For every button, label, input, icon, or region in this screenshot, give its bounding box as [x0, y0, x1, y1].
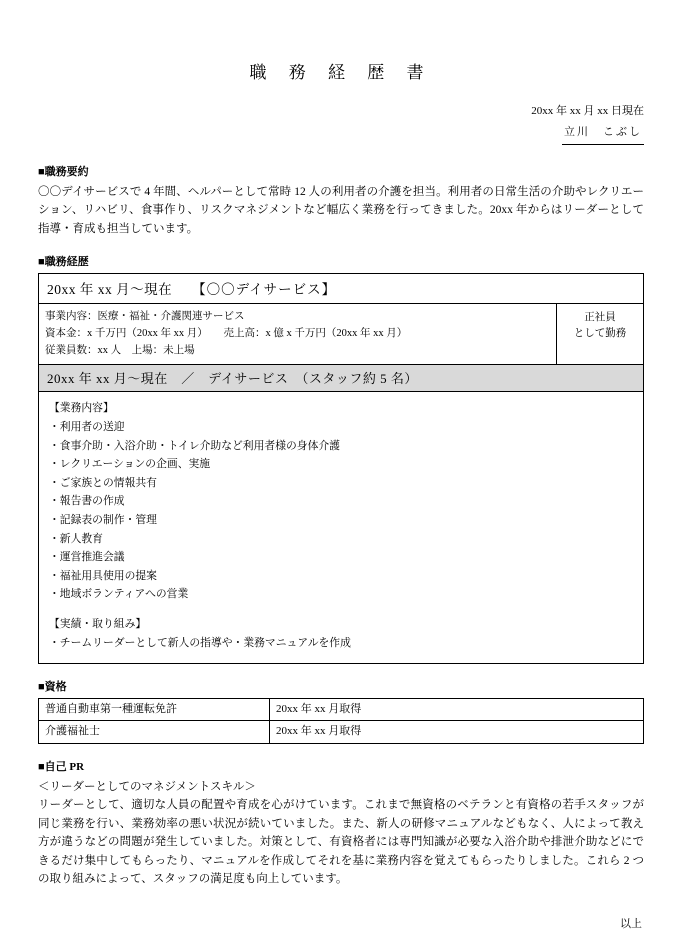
career-table	[38, 273, 644, 664]
list-item: ・チームリーダーとして新人の指導や・業務マニュアルを作成	[49, 637, 351, 650]
list-item: ・レクリエーションの企画、実施	[49, 458, 211, 471]
page-title: 職 務 経 歴 書	[249, 63, 433, 82]
employment-type-line2: として勤務	[573, 328, 627, 340]
company-business: 事業内容：医療・福祉・介護関連サービス	[45, 310, 245, 322]
section-heading-self-pr: ■自己 PR	[38, 760, 85, 773]
applicant-name: 立川 こぶし	[562, 122, 644, 145]
section-heading-qualifications: ■資格	[38, 680, 67, 693]
qualification-name: 介護福祉士	[39, 721, 270, 744]
employment-type	[557, 304, 643, 364]
table-row	[39, 698, 644, 721]
list-item: ・利用者の送迎	[49, 421, 125, 434]
qualifications-table	[38, 698, 644, 744]
career-period: 20xx 年 xx 月～現在	[47, 281, 173, 297]
duties-spacer	[49, 604, 633, 615]
list-item: ・記録表の制作・管理	[49, 514, 157, 527]
qualification-date: 20xx 年 xx 月取得	[270, 721, 644, 744]
company-employees: 従業員数：xx 人 上場：未上場	[45, 344, 195, 356]
achievements-label: 【実績・取り組み】	[49, 617, 147, 630]
employment-type-line1: 正社員	[584, 311, 616, 323]
list-item: ・ご家族との情報共有	[49, 476, 157, 489]
list-item: ・福祉用具使用の提案	[49, 569, 157, 582]
company-info-row	[39, 304, 643, 365]
self-pr-subtitle: ＜リーダーとしてのマネジメントスキル＞	[38, 780, 256, 793]
duties-label: 【業務内容】	[49, 401, 114, 414]
company-capital: 資本金：x 千万円（20xx 年 xx 月） 売上高：x 億 x 千万円（20xx 年 xx 月）	[45, 327, 408, 339]
career-period-company	[39, 274, 643, 304]
qualification-name: 普通自動車第一種運転免許	[39, 698, 270, 721]
list-item: ・新人教育	[49, 532, 103, 545]
qualification-date: 20xx 年 xx 月取得	[270, 698, 644, 721]
table-row	[39, 721, 644, 744]
document-header-right	[38, 101, 644, 145]
list-item: ・地域ボランティアへの営業	[49, 588, 189, 601]
company-info	[39, 304, 557, 364]
list-item: ・運営推進会議	[49, 551, 125, 564]
section-heading-career: ■職務経歴	[38, 255, 89, 268]
list-item: ・食事介助・入浴介助・トイレ介助など利用者様の身体介護	[49, 439, 340, 452]
summary-body: 〇〇デイサービスで 4 年間、ヘルパーとして常時 12 人の利用者の介護を担当。利用者の日常生活の介助やレクリエーション、リハビリ、食事作り、リスクマネジメントなど幅広く業務を行ってきました。20xx 年からはリーダーとして指導・育成も担当しています。	[38, 185, 644, 236]
document-date: 20xx 年 xx 月 xx 日現在	[531, 105, 644, 117]
closing-text: 以上	[620, 918, 642, 931]
list-item: ・報告書の作成	[49, 495, 125, 508]
duties-list	[49, 418, 633, 604]
section-heading-summary: ■職務要約	[38, 165, 89, 178]
self-pr-body: リーダーとして、適切な人員の配置や育成を心がけています。これまで無資格のベテランと有資格の若手スタッフが同じ業務を行い、業務効率の悪い状況が続いていました。また、新人の研修マニュアルなどもなく、人によって教え方が違うなどの問題が発生していました。対策として、有資格者には専門知識が必要な入浴介助や排泄介助などにできるだけ集中してもらったり、マニュアルを作成してそれを基に業務内容を覚えてもらったりしました。これら 2 つの取り組みによって、スタッフの満足度も向上しています。	[38, 798, 644, 886]
career-company: 【〇〇デイサービス】	[192, 281, 337, 297]
achievements-list	[49, 634, 633, 653]
career-duties	[39, 392, 643, 663]
career-role-row: 20xx 年 xx 月～現在 ／ デイサービス （スタッフ約 5 名）	[39, 365, 643, 392]
